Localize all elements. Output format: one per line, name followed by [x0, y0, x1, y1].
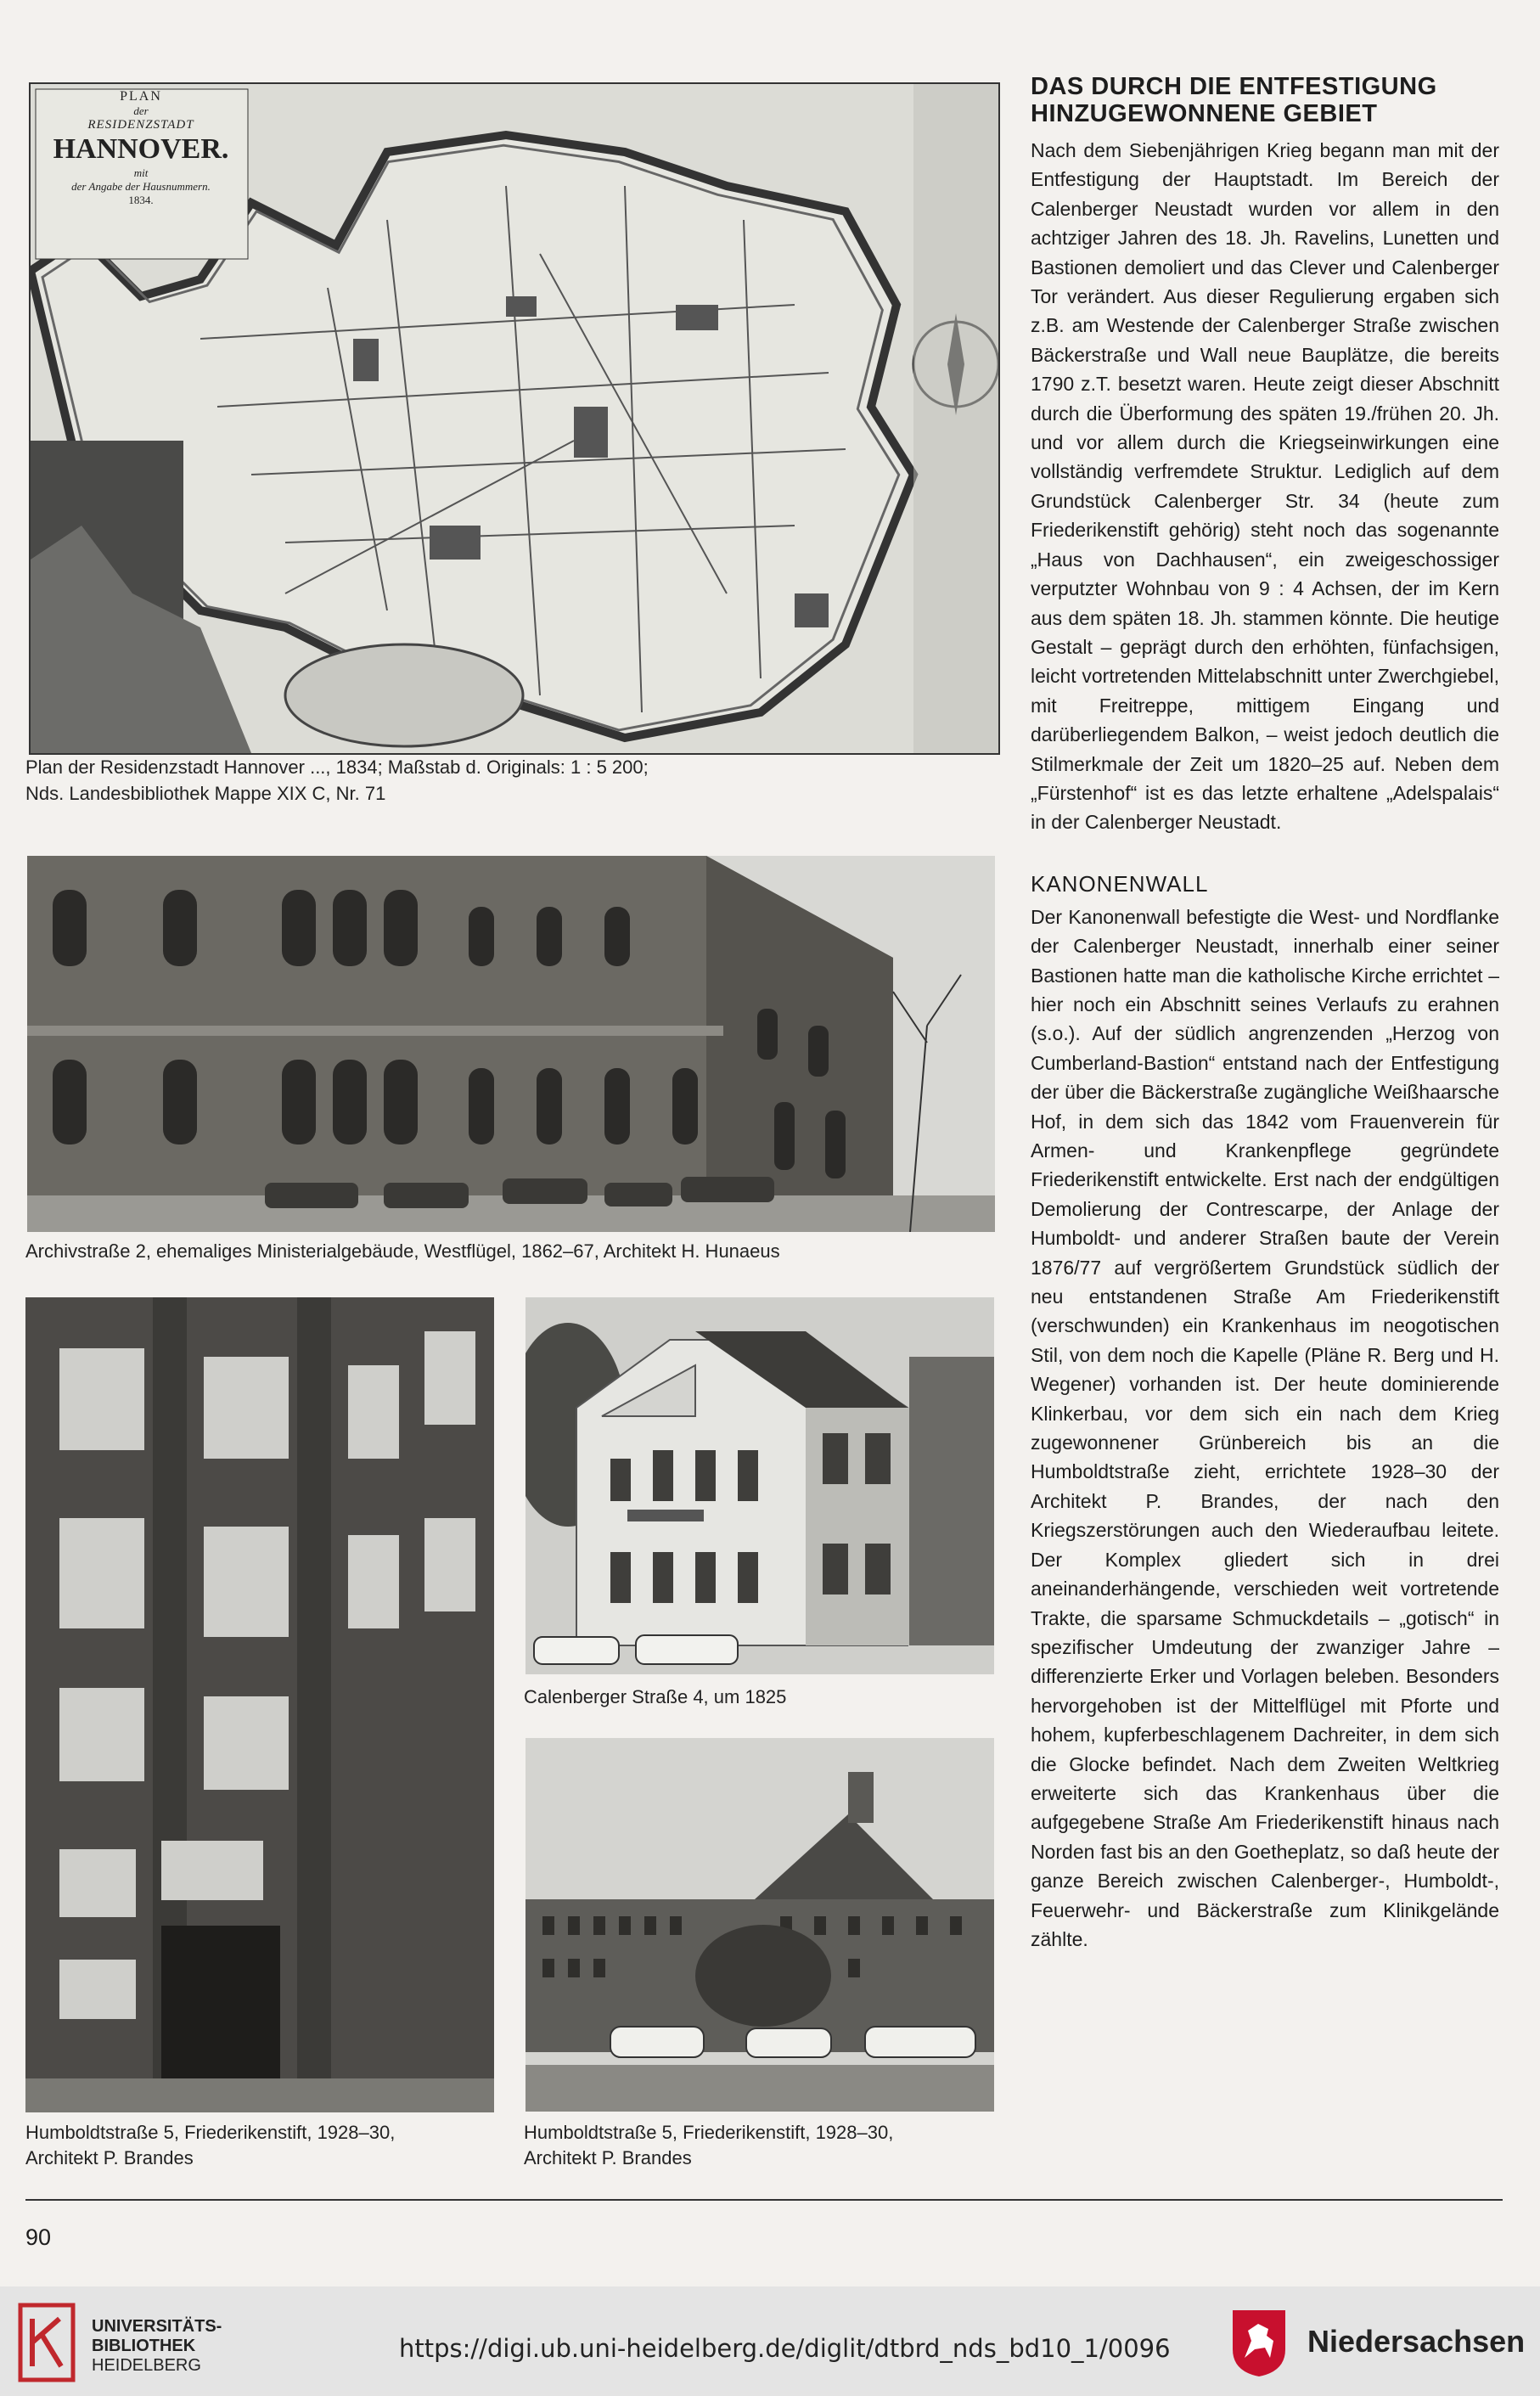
article-heading-line1: DAS DURCH DIE ENTFESTIGUNG [1031, 73, 1437, 100]
map-title-year: 1834. [128, 194, 154, 206]
niedersachsen-label: Niedersachsen [1307, 2324, 1526, 2359]
niedersachsen-horse-crest-icon[interactable] [1229, 2307, 1289, 2378]
uni-line2: BIBLIOTHEK [92, 2337, 196, 2355]
map-title-block [39, 89, 243, 207]
article-paragraph-2: Der Kanonenwall befestigte die West- und Nordflanke der Calenberger Neustadt, innerhalb einer seiner Bastionen hatte man die katholische Kirche errichtet – hier noch ein Abschnitt seines Verlaufs zu erahnen (s.o.). Auf der südlich angrenzenden „Herzog von Cumberland-Bastion“ entstand nach der Entfestigung der über die Bäckerstraße zugängliche Weißhaarsche Hof, in dem sich das 1842 vom Frauenverein für Armen- und Krankenpflege gegründete Friederikenstift entwickelte. Erst nach der endgültigen Demolierung der Contrescarpe, der Anlage der Humboldt- und anderer Straßen baute der Verein 1876/77 auf vergrößertem Grundstück südlich der neu entstandenen Straße Am Friederikenstift (verschwunden) ein Krankenhaus im neogotischen Stil, von dem noch die Kapelle (Pläne R. Berg und H. Wegener) vorhanden ist. Der heute dominierende Klinkerbau, vor dem sich ein nach dem Krieg zugewonnener Grünbereich bis an die Humboldtstraße zieht, errichtete 1928–30 der Architekt P. Brandes, der nach den Kriegszerstörungen auch den Wiederaufbau leitete. Der Komplex gliedert sich in drei aneinanderhängende, verschieden weit vortretende Trakte, die sparsame Schmuckdetails – „gotisch“ in spezifischer Umdeutung der zwanziger Jahre – differenzierte Erker und Vorlagen beleben. Besonders hervorgehoben ist der Mittelflügel mit Pforte und hohem, kupferbeschlagenem Dachreiter, in dem sich die Glocke befindet. Nach dem Zweiten Weltkrieg erweiterte sich das Krankenhaus über die aufgegebene Straße Am Friederikenstift hinaus nach Norden fast bis an den Goetheplatz, so daß heute der ganze Bereich zwischen Calenberger-, Humboldt-, Feuerwehr- und Bäckerstraße zum Klinikgelände zählte. [1031, 905, 1499, 1950]
map-title-mit: mit [133, 166, 149, 179]
article-paragraph-1: Nach dem Siebenjährigen Krieg begann man mit der Entfestigung der Hauptstadt. Im Bereich der Calenberger Neustadt wurden vor allem in den achtziger Jahren des 18. Jh. Ravelins, Lunetten und Bastionen demoliert und das Clever und Calenberger Tor verändert. Aus dieser Regulierung ergaben sich z.B. am Westende der Calenberger Straße zwischen Bäckerstraße und Wall neue Bauplätze, die bereits 1790 z.T. besetzt waren. Heute zeigt dieser Abschnitt durch die Überformung des späten 19./frühen 20. Jh. und vor allem durch die Kriegseinwirkungen eine vollständig verfremdete Struktur. Lediglich auf dem Grundstück Calenberger Str. 34 (heute zum Friederikenstift gehörig) steht noch das sogenannte „Haus von Dachhausen“, ein zweigeschossiger verputzter Wohnbau von 9 : 4 Achsen, der im Kern aus dem späten 18. Jh. stammen könnte. Die heutige Gestalt – geprägt durch den erhöhten, fünfachsigen, leicht vortretenden Mittelabschnitt unter Zwerchgiebel, mit Freitreppe, mittigem Eingang und darüberliegendem Balkon, – weist jedoch deutlich die Stilmerkmale der Zeit um 1820–25 auf. Neben dem „Fürstenhof“ ist es das letzte erhaltene „Adelspalais“ in der Calenberger Neustadt. [1031, 139, 1499, 834]
map-title-city: HANNOVER. [53, 133, 229, 165]
humboldt1-caption-line2: Architekt P. Brandes [25, 2147, 194, 2168]
document-url-link[interactable]: https://digi.ub.uni-heidelberg.de/diglit/dtbrd_nds_bd10_1/0096 [399, 2334, 1171, 2363]
heidelberg-library-logo-icon[interactable] [17, 2302, 76, 2383]
humboldt2-caption-line2: Architekt P. Brandes [524, 2147, 692, 2168]
humboldt2-caption-line1: Humboldtstraße 5, Friederikenstift, 1928–30, [524, 2122, 894, 2143]
map-title-der: der [133, 104, 149, 117]
page-number: 90 [25, 2224, 52, 2250]
article-column [1031, 73, 1499, 1954]
city-map-image [29, 82, 1000, 755]
map-caption-line2: Nds. Landesbibliothek Mappe XIX C, Nr. 71 [25, 783, 386, 804]
article-heading-line2: HINZUGEWONNENE GEBIET [1031, 100, 1378, 127]
map-caption-line1: Plan der Residenzstadt Hannover ..., 1834; Maßstab d. Originals: 1 : 5 200; [25, 756, 649, 778]
section-heading-kanonenwall: KANONENWALL [1031, 870, 1209, 897]
uni-line1: UNIVERSITÄTS- [92, 2317, 222, 2336]
heidelberg-library-name [92, 2317, 222, 2376]
page-divider [25, 2199, 1503, 2201]
footer-bar [0, 2286, 1540, 2396]
map-title-plan: PLAN [120, 89, 162, 104]
uni-line3: HEIDELBERG [92, 2356, 201, 2375]
humboldtstrasse-photo-1 [25, 1297, 494, 2112]
calenberger-caption: Calenberger Straße 4, um 1825 [524, 1686, 787, 1707]
map-title-angabe: der Angabe der Hausnummern. [71, 180, 211, 193]
humboldtstrasse-photo-2 [526, 1738, 994, 2112]
archivstrasse-photo [27, 856, 995, 1232]
calenberger-strasse-photo [526, 1297, 994, 1674]
humboldt1-caption-line1: Humboldtstraße 5, Friederikenstift, 1928–30, [25, 2122, 396, 2143]
map-title-residenz: RESIDENZSTADT [87, 118, 194, 132]
article-heading [1031, 73, 1499, 127]
archiv-caption: Archivstraße 2, ehemaliges Ministerialgebäude, Westflügel, 1862–67, Architekt H. Hunaeus [25, 1240, 780, 1262]
